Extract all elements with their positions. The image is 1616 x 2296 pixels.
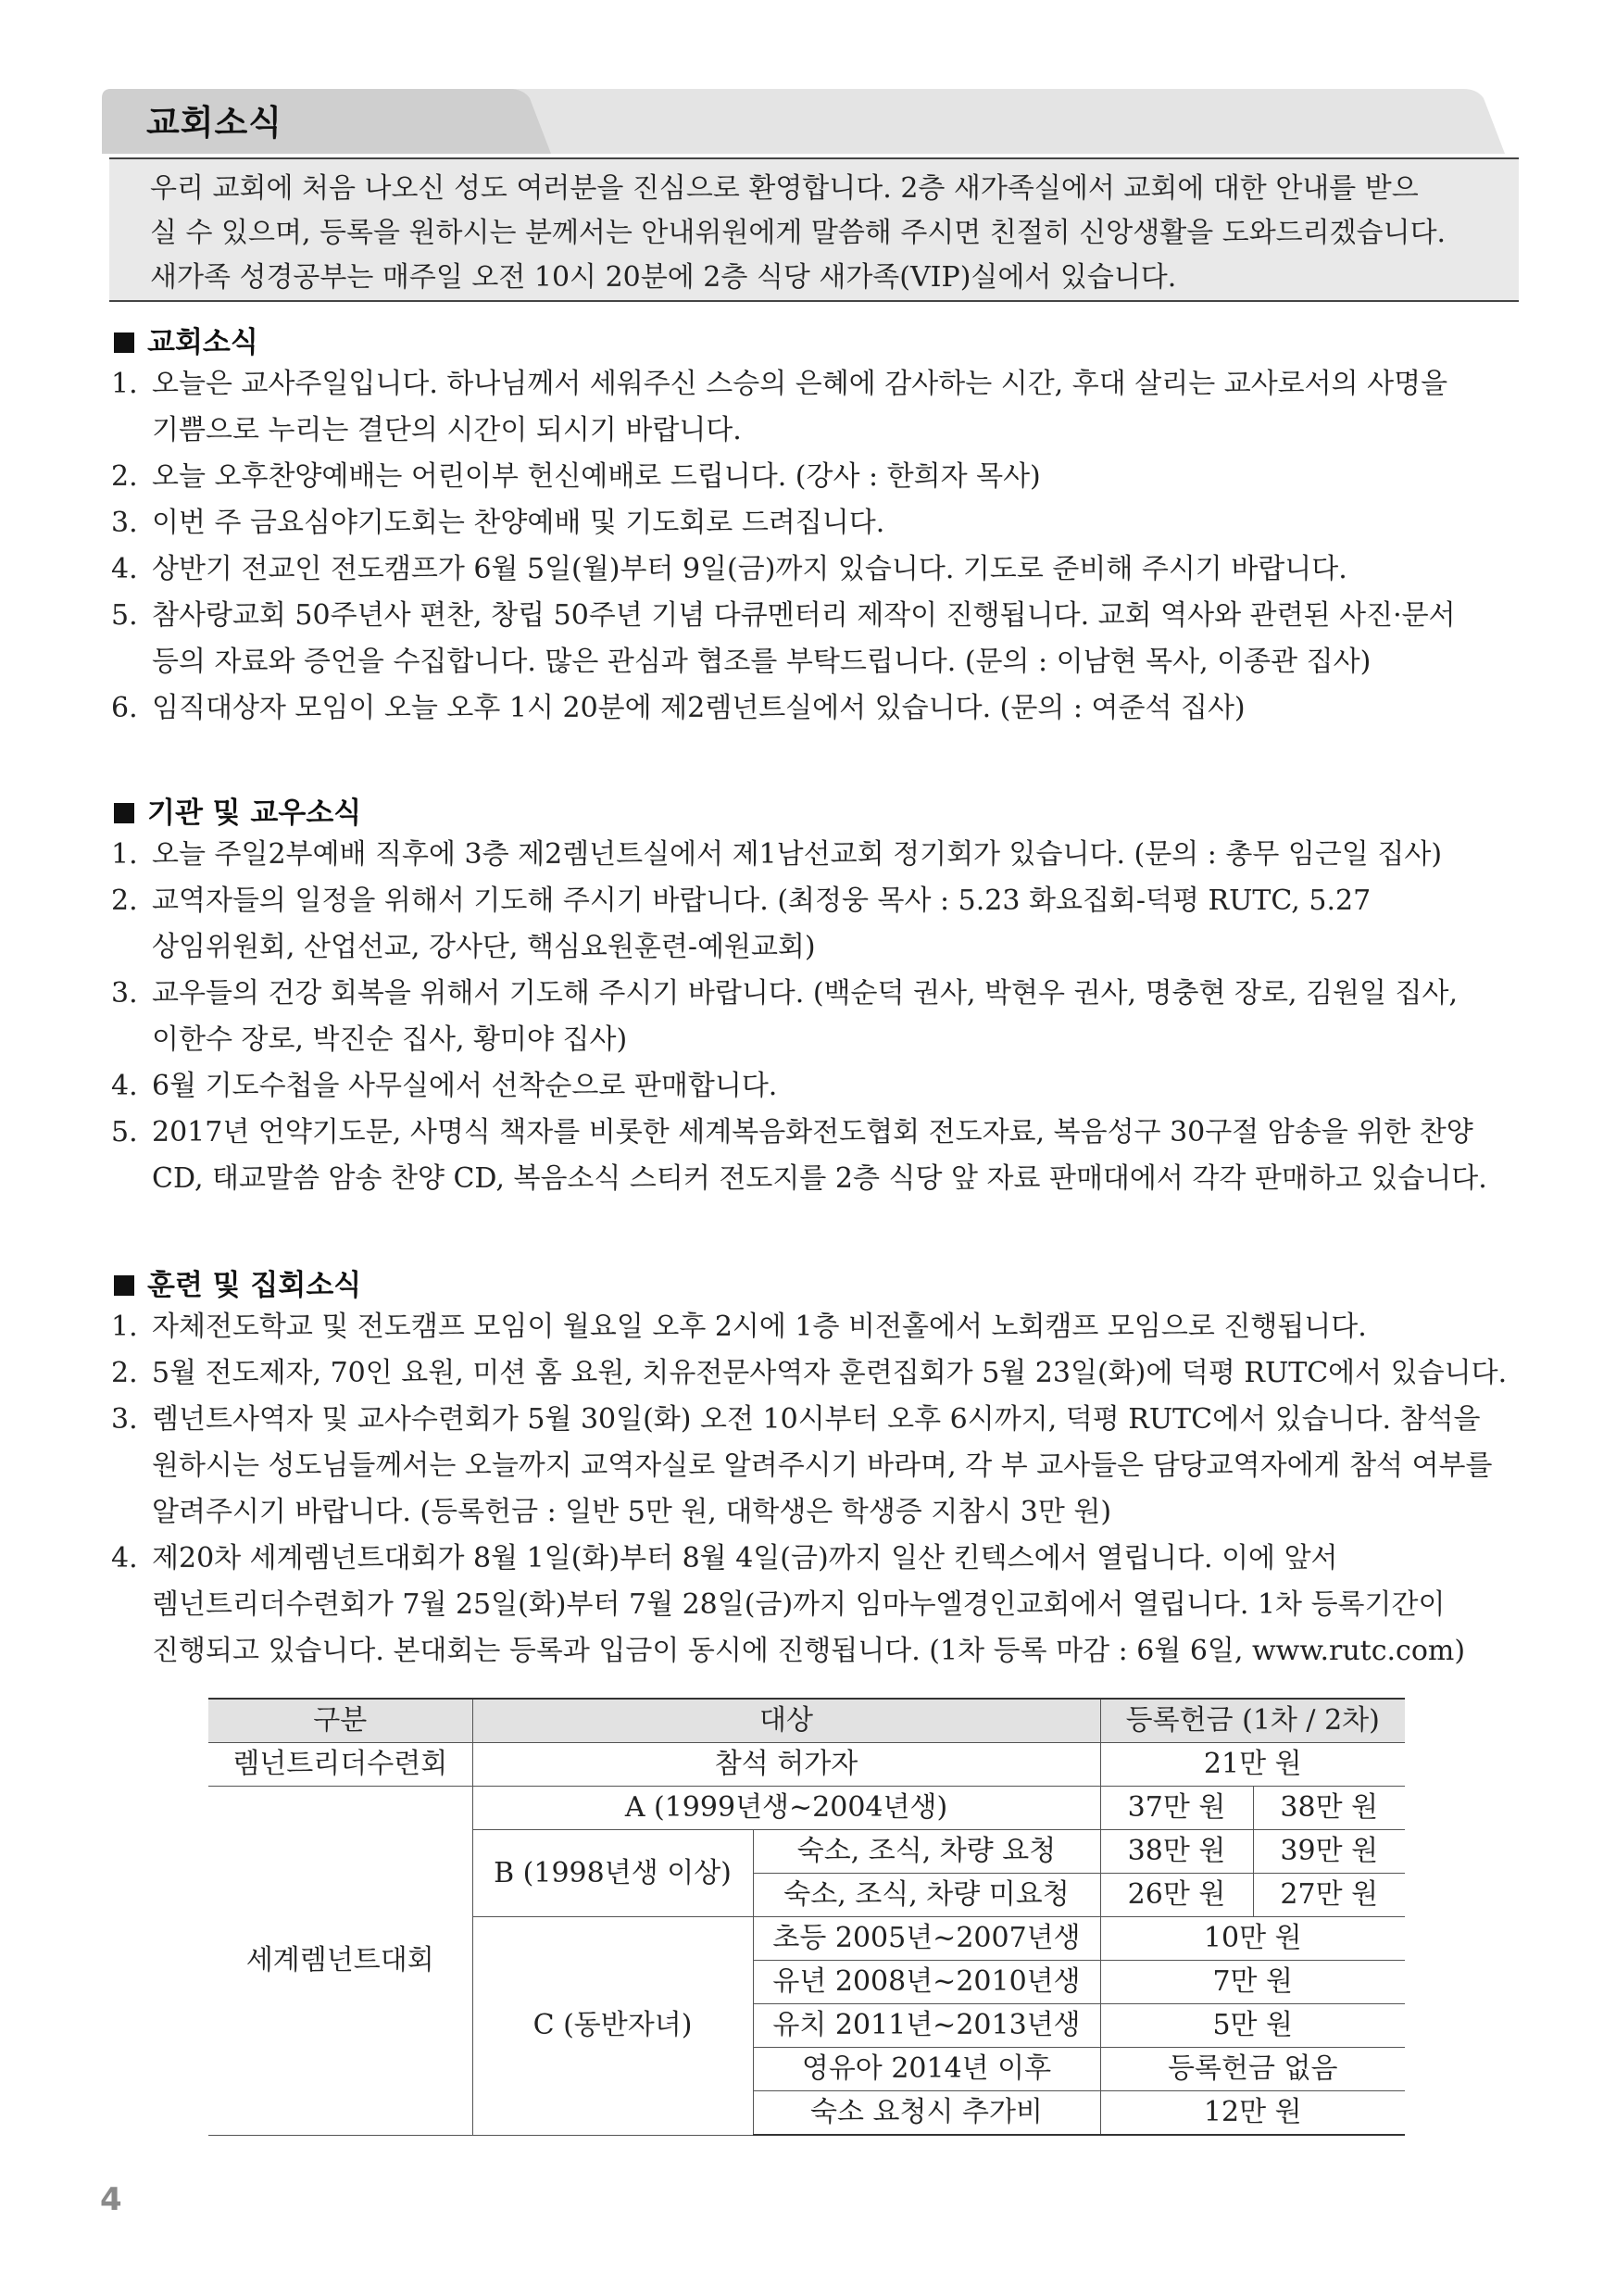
section-heading-label: 교회소식 <box>147 326 258 359</box>
header-cell-fee: 등록헌금 (1차 / 2차) <box>1100 1699 1405 1743</box>
item-line: 등의 자료와 증언을 수집합니다. 많은 관심과 협조를 부탁드립니다. (문의 : 이남현 목사, 이종관 집사) <box>152 646 1372 678</box>
cell-group-a: A (1999년생~2004년생) <box>472 1787 1100 1830</box>
registration-fee-table <box>208 1698 1405 2136</box>
list-item <box>111 361 1528 454</box>
item-line: 기쁨으로 누리는 결단의 시간이 되시기 바랍니다. <box>152 414 742 446</box>
item-number: 2. <box>111 460 138 493</box>
item-line: 제20차 세계렘넌트대회가 8월 1일(화)부터 8월 4일(금)까지 일산 킨텍스에서 열립니다. 이에 앞서 <box>152 1542 1338 1575</box>
list-item <box>111 971 1528 1063</box>
item-line: 진행되고 있습니다. 본대회는 등록과 입금이 동시에 진행됩니다. (1차 등록 마감 : 6월 6일, www.rutc.com) <box>152 1635 1466 1667</box>
welcome-line: 우리 교회에 처음 나오신 성도 여러분을 진심으로 환영합니다. 2층 새가족실에서 교회에 대한 안내를 받으 <box>150 172 1419 205</box>
item-number: 2. <box>111 1357 138 1389</box>
square-bullet-icon <box>114 332 134 353</box>
item-number: 5. <box>111 1116 138 1148</box>
item-line: 교역자들의 일정을 위해서 기도해 주시기 바랍니다. (최정웅 목사 : 5.23 화요집회-덕평 RUTC, 5.27 <box>152 885 1372 917</box>
header-band-shape <box>102 85 1505 157</box>
section-heading-training-news <box>114 1261 361 1303</box>
cell-sub: 영유아 2014년 이후 <box>753 2048 1100 2091</box>
list-item <box>111 1397 1528 1536</box>
cell-fee-second: 39만 원 <box>1253 1830 1405 1874</box>
item-line: 오늘 오후찬양예배는 어린이부 헌신예배로 드립니다. (강사 : 한희자 목사) <box>152 460 1041 493</box>
welcome-notice <box>109 157 1519 302</box>
item-line: 원하시는 성도님들께서는 오늘까지 교역자실로 알려주시기 바라며, 각 부 교사들은 담당교역자에게 참석 여부를 <box>152 1449 1493 1482</box>
org-news-list <box>111 832 1528 1202</box>
list-item <box>111 832 1528 878</box>
item-line: 알려주시기 바랍니다. (등록헌금 : 일반 5만 원, 대학생은 학생증 지참시 3만 원) <box>152 1496 1112 1528</box>
item-line: 상반기 전교인 전도캠프가 6월 5일(월)부터 9일(금)까지 있습니다. 기도로 준비해 주시기 바랍니다. <box>152 553 1347 585</box>
item-number: 6. <box>111 692 138 724</box>
item-line: 이번 주 금요심야기도회는 찬양예배 및 기도회로 드려집니다. <box>152 507 885 539</box>
item-number: 4. <box>111 1070 138 1102</box>
cell-category: 렘넌트리더수련회 <box>208 1743 472 1787</box>
cell-sub: 유년 2008년~2010년생 <box>753 1961 1100 2004</box>
cell-group-b: B (1998년생 이상) <box>472 1830 753 1917</box>
item-number: 4. <box>111 553 138 585</box>
cell-sub: 유치 2011년~2013년생 <box>753 2004 1100 2048</box>
item-number: 2. <box>111 885 138 917</box>
list-item <box>111 878 1528 971</box>
list-item <box>111 546 1528 593</box>
cell-fee-first: 26만 원 <box>1100 1874 1253 1917</box>
cell-fee: 등록헌금 없음 <box>1100 2048 1405 2091</box>
cell-fee: 7만 원 <box>1100 1961 1405 2004</box>
church-news-list <box>111 361 1528 732</box>
header-title: 교회소식 <box>146 103 282 143</box>
item-number: 4. <box>111 1542 138 1575</box>
list-item <box>111 685 1528 732</box>
page-number: 4 <box>100 2181 122 2218</box>
item-line: 2017년 언약기도문, 사명식 책자를 비롯한 세계복음화전도협회 전도자료, 복음성구 30구절 암송을 위한 찬양 <box>152 1116 1473 1148</box>
item-line: 오늘은 교사주일입니다. 하나님께서 세워주신 스승의 은혜에 감사하는 시간, 후대 살리는 교사로서의 사명을 <box>152 368 1448 400</box>
header-cell-category: 구분 <box>208 1699 472 1743</box>
training-news-list <box>111 1304 1528 1675</box>
cell-fee: 12만 원 <box>1100 2091 1405 2136</box>
item-number: 1. <box>111 838 138 871</box>
list-item <box>111 1110 1528 1202</box>
square-bullet-icon <box>114 1275 134 1296</box>
item-line: 6월 기도수첩을 사무실에서 선착순으로 판매합니다. <box>152 1070 778 1102</box>
list-item <box>111 1304 1528 1350</box>
item-line: 임직대상자 모임이 오늘 오후 1시 20분에 제2렘넌트실에서 있습니다. (문의 : 여준석 집사) <box>152 692 1246 724</box>
list-item <box>111 1536 1528 1675</box>
table-row <box>208 1787 1405 1830</box>
item-line: 5월 전도제자, 70인 요원, 미션 홈 요원, 치유전문사역자 훈련집회가 5월 23일(화)에 덕평 RUTC에서 있습니다. <box>152 1357 1508 1389</box>
header-cell-target: 대상 <box>472 1699 1100 1743</box>
cell-fee: 21만 원 <box>1100 1743 1405 1787</box>
list-item <box>111 500 1528 546</box>
item-line: CD, 태교말씀 암송 찬양 CD, 복음소식 스티커 전도지를 2층 식당 앞 자료 판매대에서 각각 판매하고 있습니다. <box>152 1162 1487 1195</box>
cell-fee-first: 37만 원 <box>1100 1787 1253 1830</box>
cell-sub: 초등 2005년~2007년생 <box>753 1917 1100 1961</box>
item-number: 3. <box>111 977 138 1010</box>
section-heading-label: 훈련 및 집회소식 <box>147 1269 362 1302</box>
item-line: 오늘 주일2부예배 직후에 3층 제2렘넌트실에서 제1남선교회 정기회가 있습니다. (문의 : 총무 임근일 집사) <box>152 838 1443 871</box>
item-line: 자체전도학교 및 전도캠프 모임이 월요일 오후 2시에 1층 비전홀에서 노회캠프 모임으로 진행됩니다. <box>152 1311 1367 1343</box>
item-number: 1. <box>111 1311 138 1343</box>
item-line: 교우들의 건강 회복을 위해서 기도해 주시기 바랍니다. (백순덕 권사, 박현우 권사, 명충현 장로, 김원일 집사, <box>152 977 1459 1010</box>
cell-fee: 10만 원 <box>1100 1917 1405 1961</box>
item-number: 3. <box>111 507 138 539</box>
table-row <box>208 1743 1405 1787</box>
item-line: 상임위원회, 산업선교, 강사단, 핵심요원훈련-예원교회) <box>152 931 816 963</box>
cell-fee: 5만 원 <box>1100 2004 1405 2048</box>
welcome-line: 새가족 성경공부는 매주일 오전 10시 20분에 2층 식당 새가족(VIP)실에서 있습니다. <box>150 261 1177 294</box>
item-line: 렘넌트사역자 및 교사수련회가 5월 30일(화) 오전 10시부터 오후 6시까지, 덕평 RUTC에서 있습니다. 참석을 <box>152 1403 1481 1436</box>
item-line: 렘넌트리더수련회가 7월 25일(화)부터 7월 28일(금)까지 임마누엘경인교회에서 열립니다. 1차 등록기간이 <box>152 1588 1446 1621</box>
cell-group-c: C (동반자녀) <box>472 1917 753 2136</box>
cell-sub: 숙소 요청시 추가비 <box>753 2091 1100 2136</box>
section-heading-label: 기관 및 교우소식 <box>147 797 362 830</box>
item-line: 이한수 장로, 박진순 집사, 황미야 집사) <box>152 1023 628 1056</box>
item-number: 3. <box>111 1403 138 1436</box>
welcome-line: 실 수 있으며, 등록을 원하시는 분께서는 안내위원에게 말씀해 주시면 친절히 신앙생활을 도와드리겠습니다. <box>150 217 1447 249</box>
section-header-band <box>102 85 1505 157</box>
square-bullet-icon <box>114 803 134 823</box>
section-heading-church-news <box>114 319 258 360</box>
list-item <box>111 1350 1528 1397</box>
cell-fee-first: 38만 원 <box>1100 1830 1253 1874</box>
list-item <box>111 1063 1528 1110</box>
cell-category-world: 세계렘넌트대회 <box>208 1787 472 2136</box>
item-line: 참사랑교회 50주년사 편찬, 창립 50주년 기념 다큐멘터리 제작이 진행됩니다. 교회 역사와 관련된 사진·문서 <box>152 599 1456 632</box>
cell-sub: 숙소, 조식, 차량 요청 <box>753 1830 1100 1874</box>
cell-target: 참석 허가자 <box>472 1743 1100 1787</box>
list-item <box>111 454 1528 500</box>
cell-sub: 숙소, 조식, 차량 미요청 <box>753 1874 1100 1917</box>
item-number: 5. <box>111 599 138 632</box>
table-header-row <box>208 1699 1405 1743</box>
item-number: 1. <box>111 368 138 400</box>
section-heading-org-news <box>114 789 361 831</box>
cell-fee-second: 27만 원 <box>1253 1874 1405 1917</box>
cell-fee-second: 38만 원 <box>1253 1787 1405 1830</box>
list-item <box>111 593 1528 685</box>
